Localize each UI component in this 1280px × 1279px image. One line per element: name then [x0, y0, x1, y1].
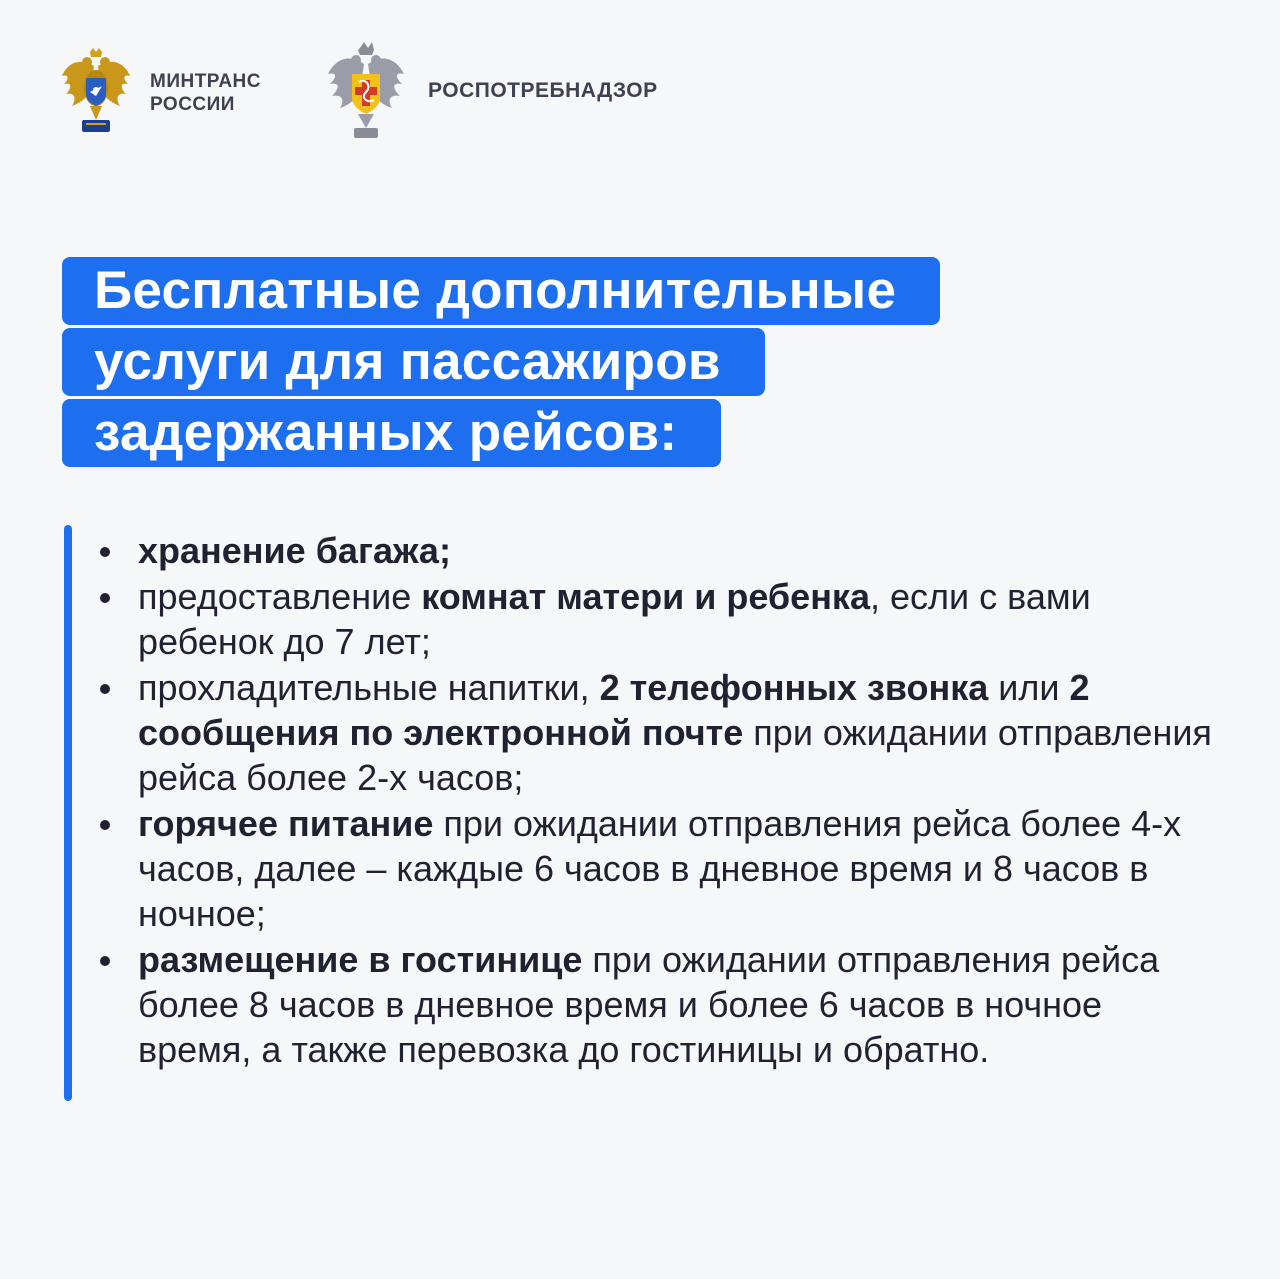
list-item-mother-child-room: [138, 574, 1218, 664]
bullet-icon: [100, 956, 110, 966]
accent-bar: [64, 525, 72, 1101]
mintrans-emblem-icon: [60, 48, 132, 138]
title-line: [62, 328, 940, 396]
title-line-1: Бесплатные дополнительные: [62, 257, 940, 325]
list-item-hotel: [138, 937, 1218, 1072]
list-item-drinks-calls: [138, 665, 1218, 800]
mintrans-logo: [60, 48, 261, 138]
list-item-hot-meals: [138, 801, 1218, 936]
list-item-highlight: 2 телефонных звонка: [599, 667, 989, 708]
list-item-text: прохладительные напитки,: [138, 667, 600, 708]
list-item-text: предоставление: [138, 576, 422, 617]
mintrans-logo-line1: МИНТРАНС: [150, 71, 261, 92]
bullet-icon: [100, 593, 110, 603]
list-item-highlight: горячее питание: [138, 803, 434, 844]
list-item-text: при ожидании отправления рейса более 2-х часов;: [138, 712, 1212, 798]
list-item-text: при ожидании отправления рейса более 4-х часов, далее – каждые 6 часов в дневное время и 8 часов в ночное;: [138, 803, 1182, 934]
rospotrebnadzor-emblem-icon: [326, 42, 406, 140]
list-item-text: , если с вами ребенок до 7 лет;: [138, 576, 1091, 662]
list-item-highlight: 2 сообщения по электронной почте: [138, 667, 1090, 753]
bullet-icon: [100, 820, 110, 830]
bullet-icon: [100, 547, 110, 557]
rospotrebnadzor-logo-text: РОСПОТРЕБНАДЗОР: [428, 79, 658, 102]
list-item-text: или: [988, 667, 1070, 708]
title-line-3: задержанных рейсов:: [62, 399, 721, 467]
bullet-icon: [100, 684, 110, 694]
list-item-highlight: размещение в гостинице: [138, 939, 583, 980]
list-item-baggage: [138, 528, 1218, 573]
list-item-text: при ожидании отправления рейса более 8 часов в дневное время и более 6 часов в ночное время, а также перевозка до гостиницы и обратно.: [138, 939, 1160, 1070]
title-line-2: услуги для пассажиров: [62, 328, 765, 396]
page-title: [62, 257, 940, 470]
title-line: [62, 257, 940, 325]
list-item-highlight: комнат матери и ребенка: [421, 576, 870, 617]
rospotrebnadzor-logo: [326, 42, 658, 140]
mintrans-logo-line2: РОССИИ: [150, 94, 235, 115]
services-list: [138, 528, 1218, 1073]
list-item-text: хранение багажа;: [138, 530, 451, 571]
title-line: [62, 399, 940, 467]
